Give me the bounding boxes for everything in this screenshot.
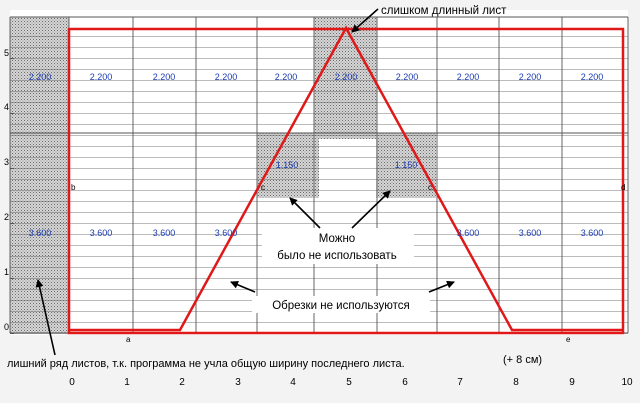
x-tick-label: 6 xyxy=(402,377,408,388)
top-sheet-length-label: 2.200 xyxy=(89,72,113,82)
x-tick-label: 10 xyxy=(621,377,633,388)
bottom-sheet-length-label: 3.600 xyxy=(580,228,604,238)
top-sheet-length-label: 2.200 xyxy=(395,72,419,82)
y-axis xyxy=(4,48,9,332)
annotation-extra-row: лишний ряд листов, т.к. программа не учла общую ширину последнего листа. xyxy=(7,358,405,370)
top-sheet-length-label: 2.200 xyxy=(274,72,298,82)
bottom-sheet-length-label: 3.600 xyxy=(456,228,480,238)
top-sheet-length-label: 2.200 xyxy=(28,72,52,82)
bottom-sheet-length-label: 3.600 xyxy=(28,228,52,238)
y-tick-label: 4 xyxy=(4,102,10,112)
x-tick-label: 7 xyxy=(457,377,463,388)
x-tick-label: 5 xyxy=(346,377,352,388)
annotation-offcuts: Обрезки не используются xyxy=(272,300,410,312)
x-tick-label: 2 xyxy=(179,377,185,388)
bottom-sheet-length-label: 3.600 xyxy=(152,228,176,238)
bottom-sheet-length-label: 3.600 xyxy=(214,228,238,238)
point-label-d: d xyxy=(621,183,626,192)
insert-length-label-left: 1.150 xyxy=(275,160,299,170)
top-sheet-length-label: 2.200 xyxy=(334,72,358,82)
x-tick-label: 9 xyxy=(569,377,575,388)
bottom-sheet-length-label: 3.600 xyxy=(89,228,113,238)
x-tick-label: 8 xyxy=(513,377,519,388)
x-axis xyxy=(69,377,633,388)
point-label-c-left: c xyxy=(261,183,265,192)
annotation-could-skip-2: было не использовать xyxy=(277,250,397,262)
y-tick-label: 3 xyxy=(4,157,10,167)
top-sheet-length-label: 2.200 xyxy=(580,72,604,82)
y-tick-label: 5 xyxy=(4,48,10,58)
point-label-c-right: c xyxy=(428,183,432,192)
y-tick-label: 1 xyxy=(4,267,10,277)
y-tick-label: 2 xyxy=(4,212,10,222)
top-sheet-length-label: 2.200 xyxy=(152,72,176,82)
top-sheet-length-label: 2.200 xyxy=(214,72,238,82)
x-tick-label: 3 xyxy=(235,377,241,388)
x-tick-label: 0 xyxy=(69,377,75,388)
x-tick-label: 1 xyxy=(124,377,130,388)
point-label-b: b xyxy=(71,183,76,192)
y-tick-label: 0 xyxy=(4,322,10,332)
annotation-extra-width: (+ 8 см) xyxy=(503,354,543,366)
annotation-too-long: слишком длинный лист xyxy=(381,5,507,17)
point-label-a: a xyxy=(126,335,131,344)
annotation-could-skip-1: Можно xyxy=(318,233,356,245)
insert-length-label-right: 1.150 xyxy=(394,160,418,170)
point-label-e: e xyxy=(566,335,571,344)
top-sheet-length-label: 2.200 xyxy=(456,72,480,82)
bottom-sheet-length-label: 3.600 xyxy=(518,228,542,238)
x-tick-label: 4 xyxy=(290,377,296,388)
top-sheet-length-label: 2.200 xyxy=(518,72,542,82)
